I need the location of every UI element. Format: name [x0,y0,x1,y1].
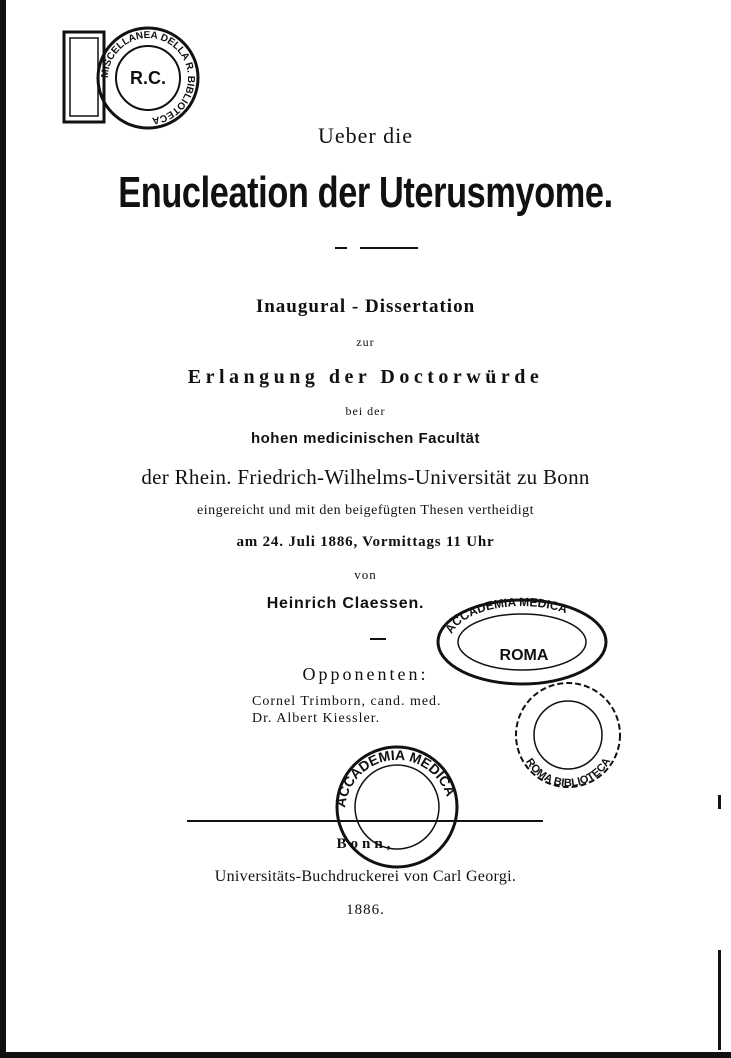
library-stamp-top-left [60,22,210,137]
scan-edge-bottom [0,1052,731,1058]
author-name: Heinrich Claessen. [266,595,425,612]
library-stamp-round [488,680,648,795]
publication-year: 1886. [346,902,385,918]
degree-line: Erlangung der Doctorwürde [187,366,544,388]
scan-speck [718,795,721,809]
stamp-oval-top-text: ACCADEMIA MEDICA [442,594,570,636]
divider-rule [360,247,418,249]
printer-line: Universitäts-Buchdruckerei von Carl Georgi. [214,868,517,885]
faculty-line: hohen medicinischen Facultät [250,430,481,447]
svg-text:ROMA BIBLIOTECA [523,756,613,790]
stamp-top-left-outer-text: MISCELLANEA DELLA R. BIBLIOTECA [99,29,197,126]
submission-line: eingereicht und mit den beigefügten Thesen vertheidigt [197,503,534,518]
publication-place: Bonn, [336,836,395,852]
stamp-top-left-inner-text: R.C. [130,68,166,88]
scan-speck [718,950,721,1050]
footer-rule [187,820,543,822]
connector-bei-der: bei der [345,404,386,418]
academy-stamp-round [322,742,472,877]
opponent-2: Dr. Albert Kiessler. [252,711,381,726]
dissertation-subtitle: Inaugural - Dissertation [255,296,476,317]
opponents-heading: Opponenten: [302,664,429,684]
defense-date: am 24. Juli 1886, Vormittags 11 Uhr [236,534,495,550]
university-line: der Rhein. Friedrich-Wilhelms-Universität zu Bonn [141,465,590,489]
title-prefix: Ueber die [317,123,414,148]
author-divider [370,638,386,640]
divider-dash [335,247,347,249]
stamp-round-text: ROMA BIBLIOTECA [523,755,614,790]
opponent-1: Cornel Trimborn, cand. med. [252,694,442,709]
scan-edge-left [0,0,6,1058]
svg-text:ACCADEMIA MEDICA [332,747,459,809]
connector-von: von [354,567,377,582]
stamp-oval-bottom-text: ROMA [499,647,549,664]
stamp-bottom-text: ACCADEMIA MEDICA [332,746,460,809]
document-title: Enucleation der Uterusmyome. [118,168,613,217]
connector-zur: zur [356,335,375,349]
